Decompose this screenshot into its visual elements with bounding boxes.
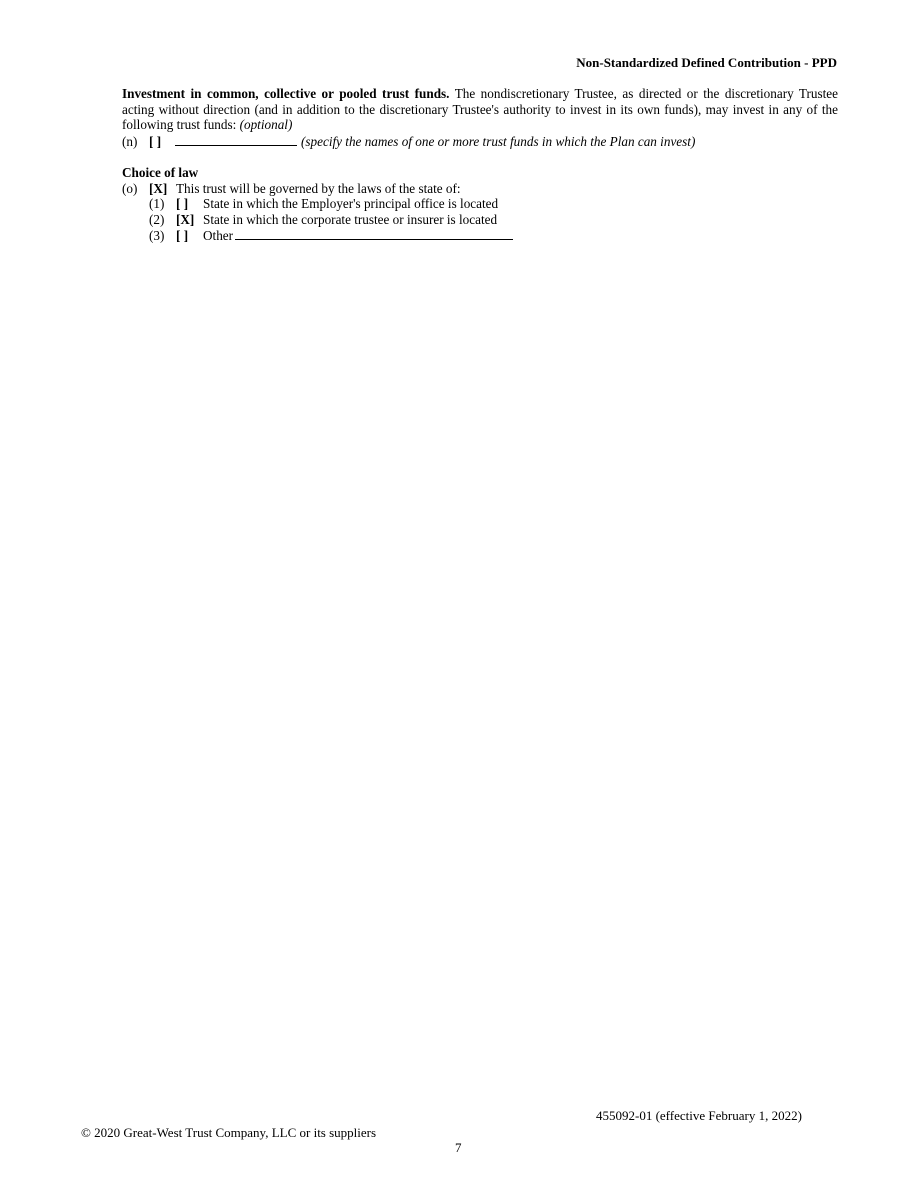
investment-body: The nondiscretionary Trustee, as directed or the discretionary Trustee acting without direction (and in addition to the discretionary Trustee's authority to invest in its own funds), may invest in any of the following trust funds: — [122, 86, 838, 132]
sub-option-1-label: (1) — [149, 196, 165, 211]
trust-funds-blank-field[interactable] — [175, 133, 297, 146]
sub-option-2-label: (2) — [149, 211, 165, 227]
other-state-blank-field[interactable] — [235, 227, 513, 240]
option-n-instruction: (specify the names of one or more trust funds in which the Plan can invest) — [301, 133, 696, 149]
sub-option-1-checkbox[interactable]: [ ] — [176, 196, 189, 211]
option-o-text: This trust will be governed by the laws of the state of: — [176, 180, 461, 196]
copyright-notice: © 2020 Great-West Trust Company, LLC or its suppliers — [81, 1125, 377, 1140]
sub-option-2-text: State in which the corporate trustee or insurer is located — [203, 211, 498, 227]
option-n-label: (n) — [122, 133, 138, 149]
sub-option-2-row — [122, 212, 838, 228]
choice-of-law-heading: Choice of law — [122, 165, 199, 180]
option-o-checkbox[interactable]: [X] — [149, 180, 168, 196]
option-o-label: (o) — [122, 180, 138, 196]
option-o-row — [122, 181, 838, 197]
optional-note: (optional) — [239, 117, 293, 132]
sub-option-1-text: State in which the Employer's principal office is located — [203, 196, 499, 211]
document-number: 455092-01 (effective February 1, 2022) — [596, 1108, 802, 1123]
sub-option-1-row — [122, 196, 838, 212]
option-n-row — [122, 133, 838, 149]
option-n-checkbox[interactable]: [ ] — [149, 133, 162, 149]
sub-option-3-text: Other — [203, 228, 234, 243]
sub-option-3-checkbox[interactable]: [ ] — [176, 228, 189, 243]
page-header-title: Non-Standardized Defined Contribution - PPD — [576, 55, 837, 70]
sub-option-3-row — [122, 227, 838, 243]
investment-section — [122, 86, 838, 243]
sub-option-3-label: (3) — [149, 228, 165, 243]
sub-option-2-checkbox[interactable]: [X] — [176, 211, 195, 227]
investment-paragraph — [122, 86, 838, 133]
investment-heading: Investment in common, collective or pooled trust funds. — [122, 86, 450, 101]
page-number: 7 — [455, 1140, 462, 1155]
